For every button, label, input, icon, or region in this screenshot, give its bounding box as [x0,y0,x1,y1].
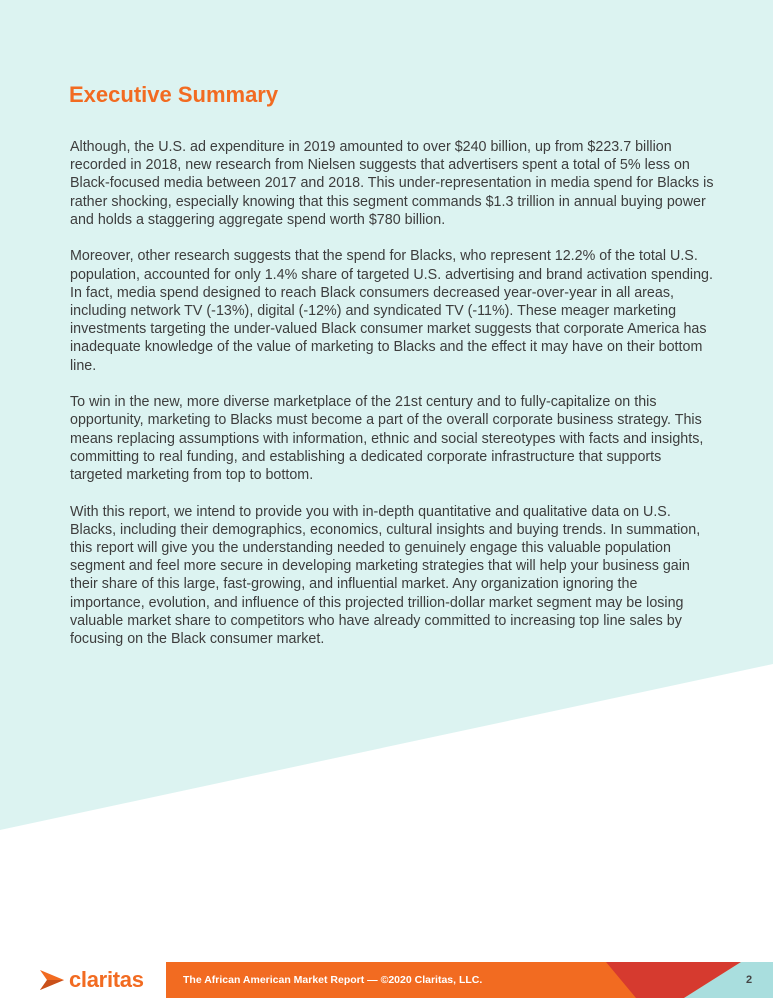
paragraph-3: To win in the new, more diverse marketplace of the 21st century and to fully-capitalize on this opportunity, marketing to Blacks must become a part of the overall corporate business strategy. This means replacing assumptions with information, ethnic and social stereotypes with facts and insights, committing to real funding, and establishing a dedicated corporate infrastructure that supports targeted marketing from top to bottom. [70,394,704,484]
paragraph-1: Although, the U.S. ad expenditure in 2019 amounted to over $240 billion, up from $223.7 billion recorded in 2018, new research from Nielsen suggests that advertisers spent a total of 5% less on Black-focused media between 2017 and 2018. This under-representation in media spend for Blacks is rather shocking, especially knowing that this segment commands $1.3 trillion in annual buying power and holds a staggering aggregate spend worth $780 billion. [70,139,714,228]
paragraph-4: With this report, we intend to provide you with in-depth quantitative and qualitative data on U.S. Blacks, including their demographics, economics, cultural insights and buying trends. In summation, this report will give you the understanding needed to genuinely engage this valuable population segment and feel more secure in developing marketing strategies that will help your business gain their share of this large, fast-growing, and influential market. Any organization ignoring the importance, evolution, and influence of this projected trillion-dollar market segment may be losing valuable market share to competitors who have already committed to increasing top line sales by focusing on the Black consumer market. [70,503,701,648]
claritas-logo-mark-icon [38,966,66,994]
claritas-logo [38,962,144,998]
logo-text: claritas [69,967,144,992]
body-text [70,138,714,667]
footer-report-line: The African American Market Report — ©2020 Claritas, LLC. [183,974,483,986]
page-title: Executive Summary [69,82,279,107]
paragraph-2: Moreover, other research suggests that the spend for Blacks, who represent 12.2% of the total U.S. population, accounted for only 1.4% share of targeted U.S. advertising and brand activation spending. In fact, media spend designed to reach Black consumers decreased year-over-year in all areas, including network TV (-13%), digital (-12%) and syndicated TV (-11%). These meager marketing investments targeting the under-valued Black consumer market suggests that corporate America has inadequate knowledge of the value of marketing to Blacks and the effect it may have on their bottom line. [70,248,713,374]
page-number: 2 [745,974,753,986]
